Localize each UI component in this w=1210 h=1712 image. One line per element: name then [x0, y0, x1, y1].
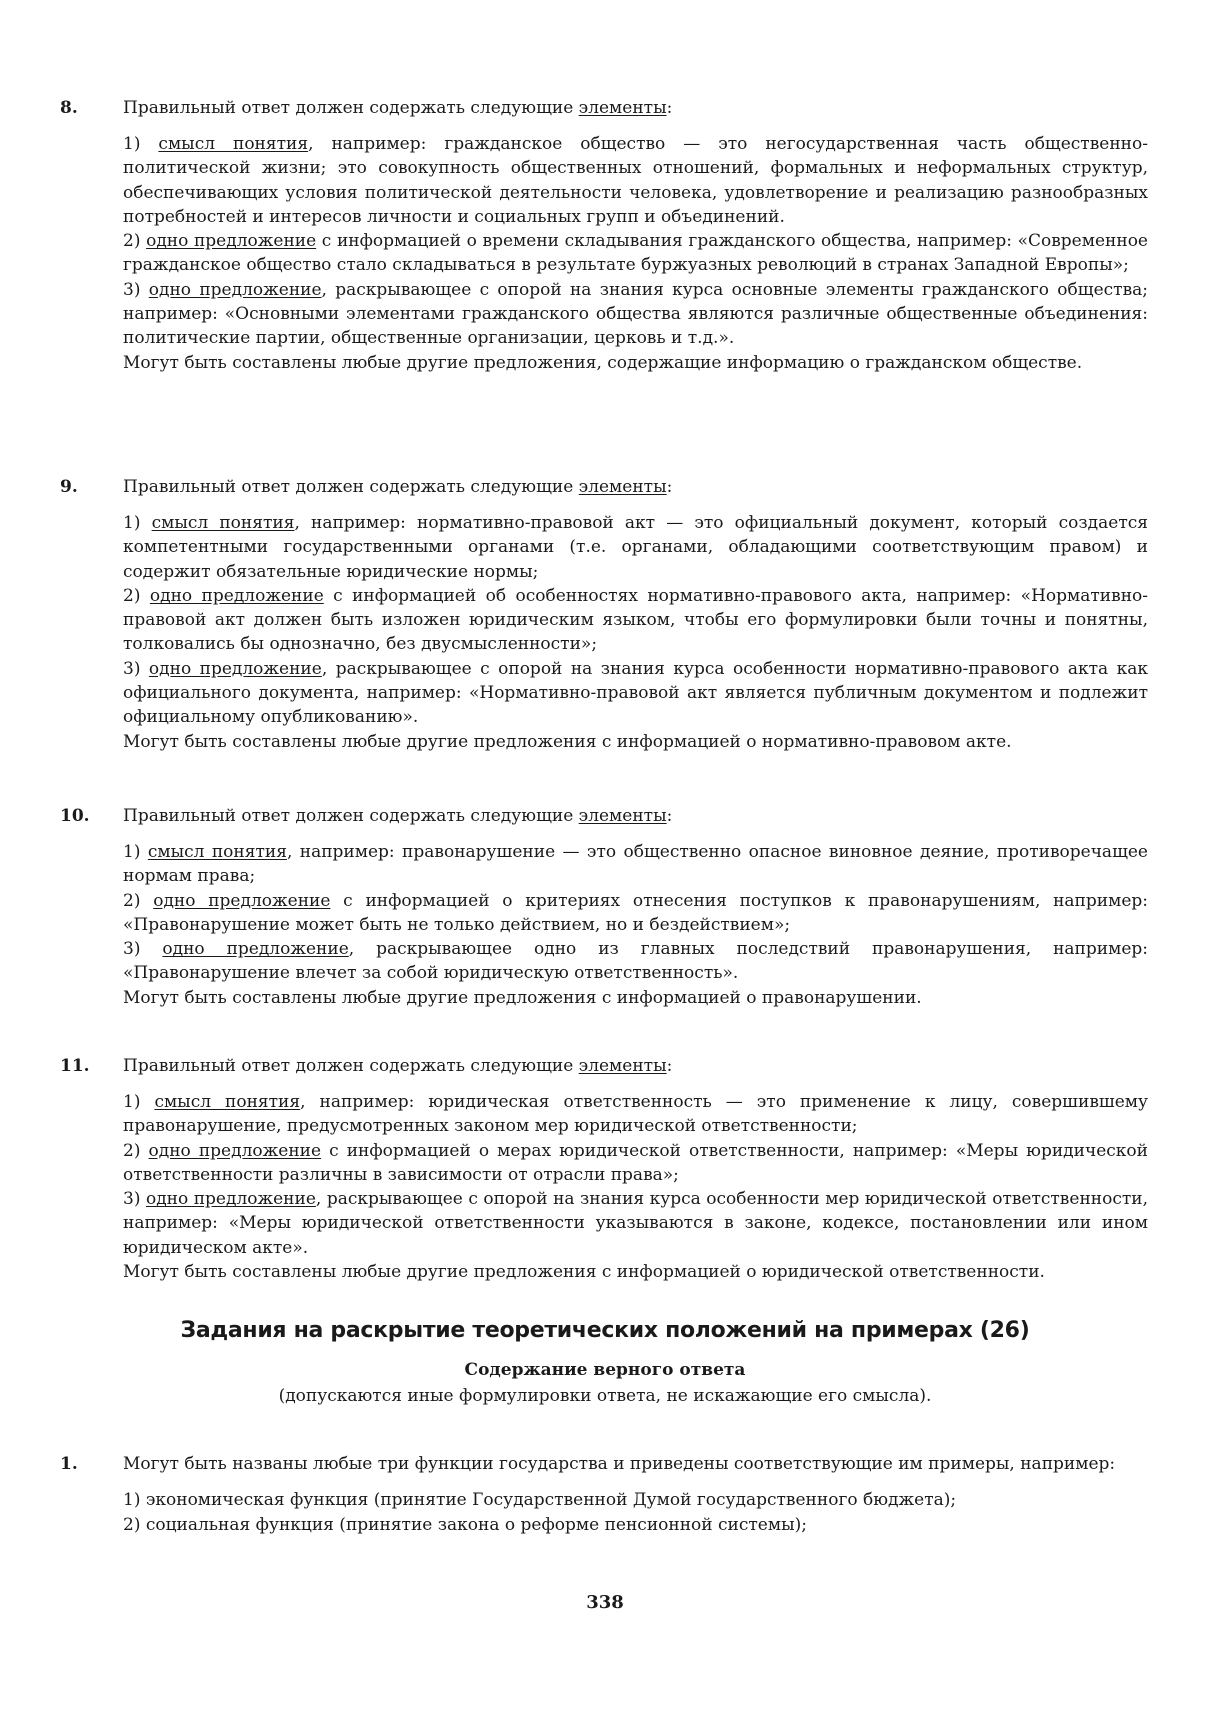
item-body: [123, 511, 1148, 754]
closing-note: Могут быть составлены любые другие предложения с информацией о правонарушении.: [123, 987, 922, 1008]
page-number: 338: [586, 1592, 624, 1613]
closing-note: Могут быть составлены любые другие предложения с информацией о юридической ответственности.: [123, 1262, 1045, 1283]
item-number: 11.: [60, 1056, 90, 1076]
item-intro: Правильный ответ должен содержать следующие элементы:: [123, 806, 673, 826]
item-number: 9.: [60, 477, 78, 497]
element-1: 1) смысл понятия, например: правонарушение — это общественно опасное виновное деяние, противоречащее нормам права;: [123, 842, 1148, 887]
element-2: 2) одно предложение с информацией об особенностях нормативно-правового акта, например: «Нормативно-правовой акт должен быть изложен юридическим языком, чтобы его формулировки были точны и понятны, толковались бы однозначно, без двусмысленности»;: [123, 585, 1148, 655]
task-text: Могут быть названы любые три функции государства и приведены соответствующие им примеры, например:: [123, 1454, 1116, 1474]
item-body: [123, 1452, 1148, 1537]
element-1: 1) смысл понятия, например: гражданское общество — это негосударственная часть общественно-политической жизни; это совокупность общественных отношений, формальных и неформальных структур, обеспечивающих условия политической деятельности человека, удовлетворение и реализацию разнообразных потребностей и интересов личности и социальных групп и объединений.: [123, 134, 1148, 227]
section-note: (допускаются иные формулировки ответа, не искажающие его смысла).: [278, 1386, 932, 1406]
closing-note: Могут быть составлены любые другие предложения, содержащие информацию о гражданском обществе.: [123, 352, 1083, 373]
example-line-2: 2) социальная функция (принятие закона о реформе пенсионной системы);: [123, 1514, 807, 1535]
section-heading: Задания на раскрытие теоретических положений на примерах (26): [180, 1318, 1030, 1343]
item-intro: Правильный ответ должен содержать следующие элементы:: [123, 98, 673, 118]
element-3: 3) одно предложение, раскрывающее с опорой на знания курса особенности мер юридической ответственности, например: «Меры юридической ответственности указываются в законе, кодексе, постановлении или ином юридическом акте».: [123, 1189, 1148, 1258]
element-2: 2) одно предложение с информацией о времени складывания гражданского общества, например: «Современное гражданское общество стало складываться в результате буржуазных революций в странах Западной Европы»;: [123, 231, 1148, 276]
element-3: 3) одно предложение, раскрывающее с опорой на знания курса основные элементы гражданского общества; например: «Основными элементами гражданского общества являются различные общественные объединения: политические партии, общественные организации, церковь и т.д.».: [123, 279, 1149, 349]
item-intro: Правильный ответ должен содержать следующие элементы:: [123, 1056, 673, 1076]
closing-note: Могут быть составлены любые другие предложения с информацией о нормативно-правовом акте.: [123, 731, 1012, 752]
element-1: 1) смысл понятия, например: юридическая ответственность — это применение к лицу, совершившему правонарушение, предусмотренных законом мер юридической ответственности;: [123, 1092, 1148, 1137]
item-body: [123, 1090, 1148, 1284]
item-number: 10.: [60, 806, 90, 826]
element-1: 1) смысл понятия, например: нормативно-правовой акт — это официальный документ, который создается компетентными государственными органами (т.е. органами, обладающими соответствующим правом) и содержит обязательные юридические нормы;: [123, 513, 1148, 582]
element-2: 2) одно предложение с информацией о мерах юридической ответственности, например: «Меры юридической ответственности различны в зависимости от отрасли права»;: [123, 1140, 1148, 1185]
item-number: 8.: [60, 98, 78, 118]
item-intro: Правильный ответ должен содержать следующие элементы:: [123, 477, 673, 497]
element-2: 2) одно предложение с информацией о критериях отнесения поступков к правонарушениям, например: «Правонарушение может быть не только действием, но и бездействием»;: [123, 890, 1148, 935]
item-number: 1.: [60, 1454, 78, 1474]
example-line-1: 1) экономическая функция (принятие Государственной Думой государственного бюджета);: [123, 1490, 957, 1511]
item-body: [123, 840, 1148, 1010]
element-3: 3) одно предложение, раскрывающее одно из главных последствий правонарушения, например: «Правонарушение влечет за собой юридическую ответственность».: [123, 939, 1148, 984]
section-subheading: Содержание верного ответа: [464, 1360, 746, 1380]
element-3: 3) одно предложение, раскрывающее с опорой на знания курса особенности нормативно-правового акта как официального документа, например: «Нормативно-правовой акт является публичным документом и подлежит официальному опубликованию».: [123, 658, 1148, 728]
item-body: [123, 132, 1148, 375]
